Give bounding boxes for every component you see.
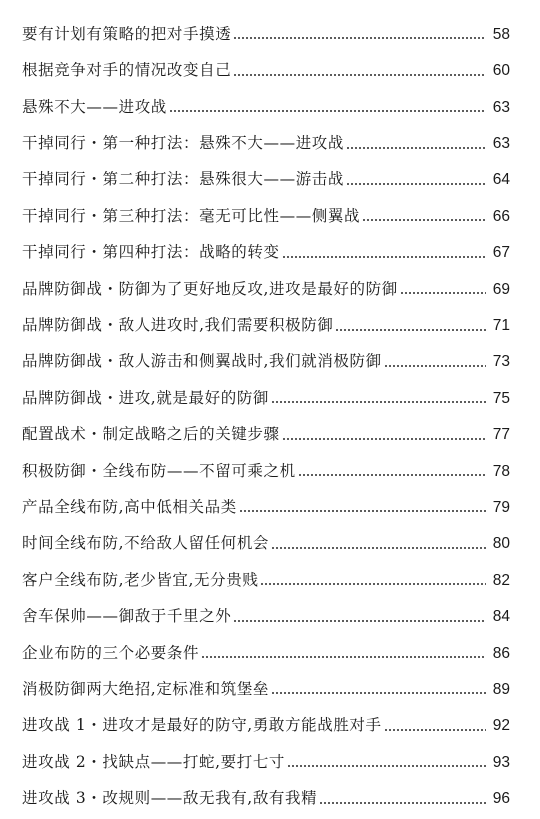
toc-entry-title: 要有计划有策略的把对手摸透 [22,24,232,43]
toc-entry-page: 84 [492,608,510,626]
toc-entry[interactable] [0,6,540,42]
toc-entry-page: 86 [492,644,510,662]
dot-leader [271,547,486,549]
toc-entry-title: 品牌防御战・进攻,就是最好的防御 [22,388,270,407]
toc-entry[interactable] [0,406,540,442]
toc-entry[interactable] [0,261,540,297]
toc-entry-page: 63 [492,135,510,153]
toc-entry-page: 96 [492,790,510,808]
toc-entry-page: 77 [492,426,510,444]
toc-entry-page: 93 [492,753,510,771]
toc-entry-title: 悬殊不大——进攻战 [22,97,167,116]
toc-entry-page: 75 [492,389,510,407]
toc-entry[interactable] [0,79,540,115]
toc-entry-title: 舍车保帅——御敌于千里之外 [22,607,232,626]
dot-leader [400,292,486,294]
toc-entry-title: 干掉同行・第三种打法：毫无可比性——侧翼战 [22,206,361,225]
toc-entry-title: 干掉同行・第二种打法：悬殊很大——游击战 [22,170,345,189]
toc-entry-page: 73 [492,353,510,371]
toc-entry-title: 时间全线布防,不给敌人留任何机会 [22,534,270,553]
dot-leader [362,219,486,221]
toc-entry[interactable] [0,115,540,151]
dot-leader [287,765,486,767]
toc-entry[interactable] [0,588,540,624]
toc-entry-title: 企业布防的三个必要条件 [22,643,200,662]
dot-leader [233,37,486,39]
toc-entry-page: 79 [492,498,510,516]
toc-entry-title: 品牌防御战・敌人游击和侧翼战时,我们就消极防御 [22,352,382,371]
toc-entry[interactable] [0,224,540,260]
toc-entry[interactable] [0,188,540,224]
dot-leader [233,74,486,76]
toc-entry-page: 60 [492,62,510,80]
dot-leader [319,802,486,804]
toc-entry[interactable] [0,297,540,333]
toc-entry[interactable] [0,770,540,806]
dot-leader [239,510,486,512]
dot-leader [282,438,486,440]
dot-leader [346,147,486,149]
toc-entry[interactable] [0,370,540,406]
toc-entry[interactable] [0,515,540,551]
dot-leader [384,729,486,731]
toc-entry-title: 干掉同行・第一种打法：悬殊不大——进攻战 [22,134,345,153]
toc-entry-page: 67 [492,244,510,262]
toc-entry-page: 64 [492,171,510,189]
toc-entry-page: 71 [492,317,510,335]
toc-entry-title: 进攻战 1・进攻才是最好的防守,勇敢方能战胜对手 [22,716,382,735]
dot-leader [298,474,486,476]
toc-entry-page: 80 [492,535,510,553]
toc-entry-title: 配置战术・制定战略之后的关键步骤 [22,425,280,444]
dot-leader [271,692,486,694]
dot-leader [271,401,486,403]
toc-entry[interactable] [0,443,540,479]
toc-entry[interactable] [0,42,540,78]
toc-entry-title: 品牌防御战・防御为了更好地反攻,进攻是最好的防御 [22,279,398,298]
toc-entry[interactable] [0,552,540,588]
table-of-contents [0,6,540,807]
dot-leader [346,183,486,185]
toc-entry-page: 63 [492,98,510,116]
toc-entry[interactable] [0,334,540,370]
toc-entry[interactable] [0,152,540,188]
dot-leader [260,583,486,585]
toc-entry-page: 66 [492,207,510,225]
toc-entry-title: 产品全线布防,高中低相关品类 [22,497,237,516]
toc-entry[interactable] [0,479,540,515]
dot-leader [384,365,486,367]
toc-entry-title: 品牌防御战・敌人进攻时,我们需要积极防御 [22,316,334,335]
toc-entry[interactable] [0,697,540,733]
toc-entry-page: 92 [492,717,510,735]
dot-leader [335,329,486,331]
dot-leader [282,256,486,258]
dot-leader [169,110,486,112]
toc-entry[interactable] [0,661,540,697]
toc-entry-page: 82 [492,571,510,589]
toc-entry-page: 89 [492,680,510,698]
toc-entry-page: 69 [492,280,510,298]
toc-entry[interactable] [0,734,540,770]
toc-entry-page: 78 [492,462,510,480]
toc-entry-title: 消极防御两大绝招,定标准和筑堡垒 [22,679,270,698]
toc-entry-page: 58 [492,25,510,43]
dot-leader [233,620,486,622]
toc-entry-title: 积极防御・全线布防——不留可乘之机 [22,461,296,480]
toc-entry-title: 根据竞争对手的情况改变自己 [22,61,232,80]
toc-entry-title: 客户全线布防,老少皆宜,无分贵贱 [22,570,259,589]
toc-entry[interactable] [0,625,540,661]
toc-entry-title: 进攻战 3・改规则——敌无我有,敌有我精 [22,789,318,808]
toc-entry-title: 进攻战 2・找缺点——打蛇,要打七寸 [22,752,286,771]
dot-leader [201,656,486,658]
toc-entry-title: 干掉同行・第四种打法：战略的转变 [22,243,280,262]
